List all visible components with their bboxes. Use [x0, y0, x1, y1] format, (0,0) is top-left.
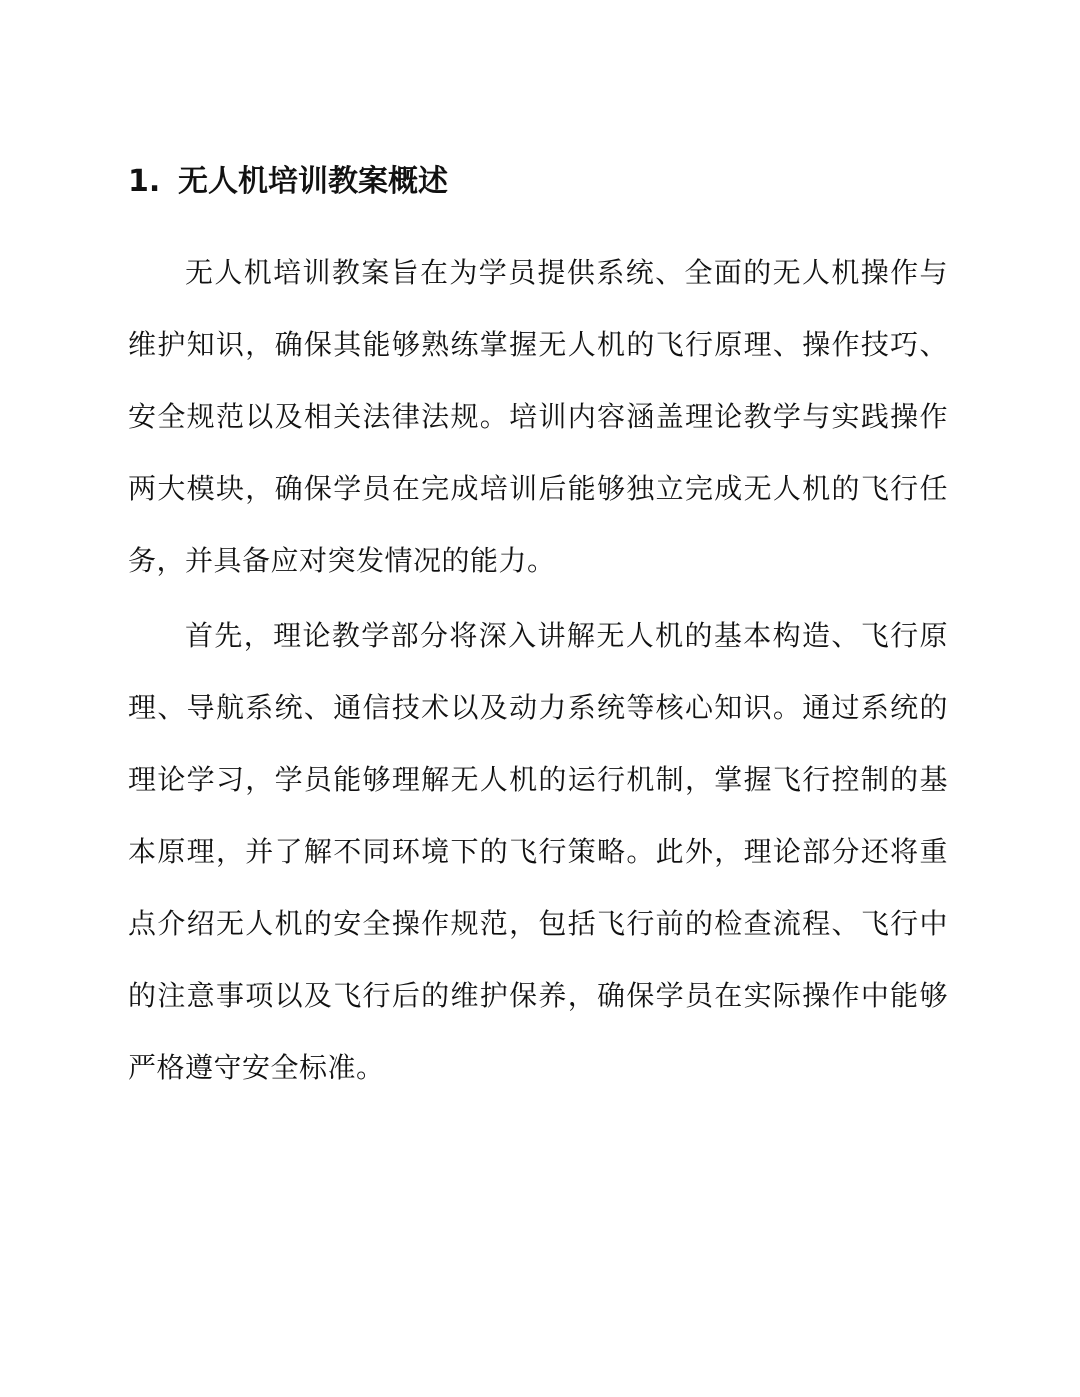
section-title: 无人机培训教案概述 [178, 164, 448, 199]
section-heading [128, 160, 448, 204]
section-number: 1. [128, 164, 161, 199]
paragraph-theory: 首先，理论教学部分将深入讲解无人机的基本构造、飞行原理、导航系统、通信技术以及动力系统等核心知识。通过系统的理论学习，学员能够理解无人机的运行机制，掌握飞行控制的基本原理，并了解不同环境下的飞行策略。此外，理论部分还将重点介绍无人机的安全操作规范，包括飞行前的检查流程、飞行中的注意事项以及飞行后的维护保养，确保学员在实际操作中能够严格遵守安全标准。 [128, 619, 948, 1084]
paragraph-overview: 无人机培训教案旨在为学员提供系统、全面的无人机操作与维护知识，确保其能够熟练掌握无人机的飞行原理、操作技巧、安全规范以及相关法律法规。培训内容涵盖理论教学与实践操作两大模块，确保学员在完成培训后能够独立完成无人机的飞行任务，并具备应对突发情况的能力。 [128, 256, 948, 577]
